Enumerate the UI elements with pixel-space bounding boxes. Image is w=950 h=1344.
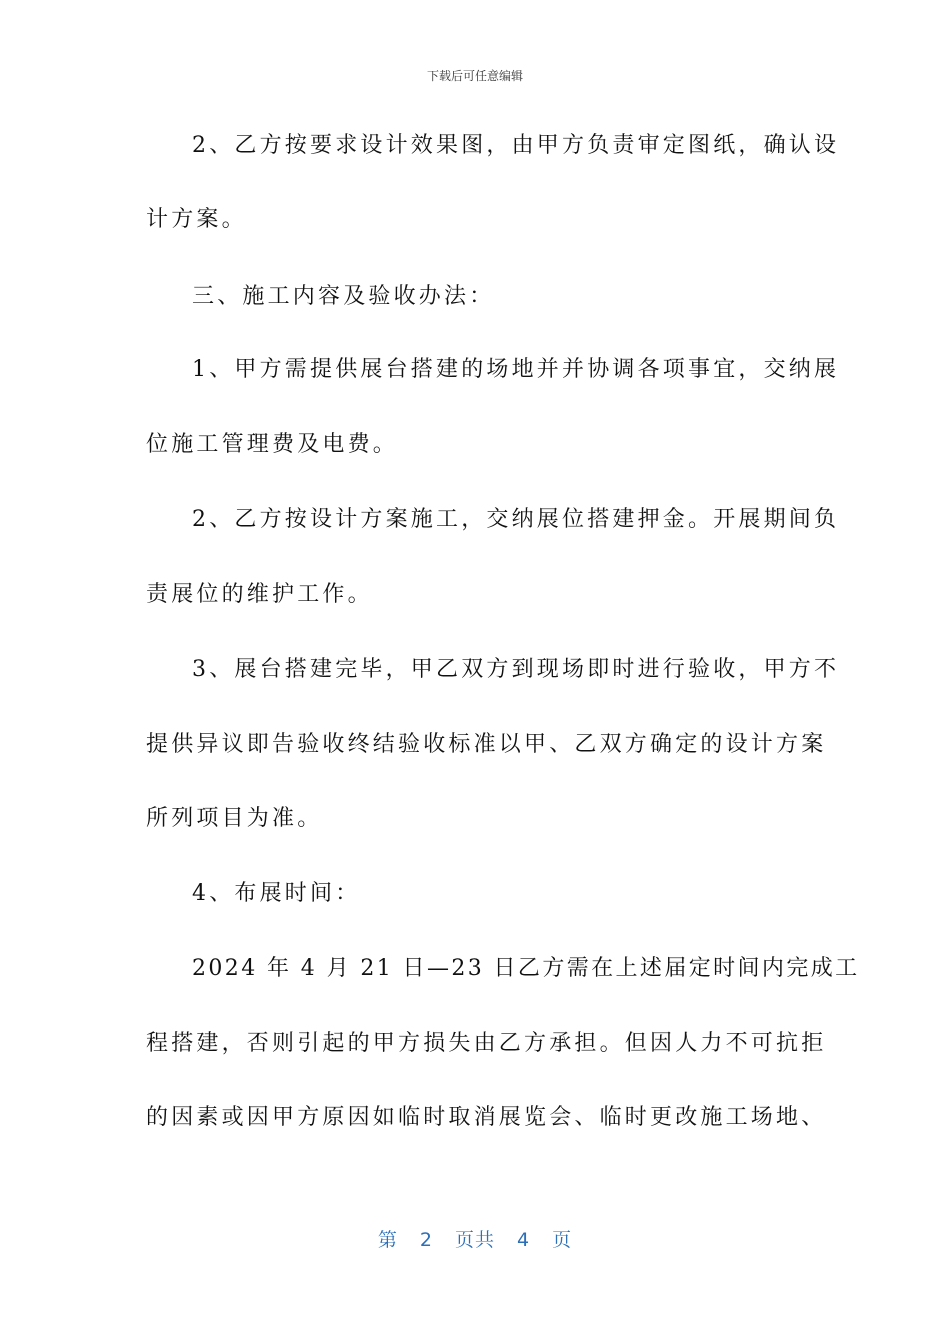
page-suffix: 页 <box>552 1229 573 1251</box>
paragraph-line: 3、展台搭建完毕，甲乙双方到现场即时进行验收，甲方不 <box>192 657 840 682</box>
paragraph-line: 程搭建，否则引起的甲方损失由乙方承担。但因人力不可抗拒 <box>146 1031 827 1056</box>
paragraph-line: 责展位的维护工作。 <box>146 582 373 607</box>
paragraph-line: 位施工管理费及电费。 <box>146 432 399 457</box>
page-footer <box>0 1225 950 1252</box>
page-total: 4 <box>517 1229 531 1251</box>
paragraph-line: 计方案。 <box>146 207 247 232</box>
paragraph-line: 4、布展时间： <box>192 881 361 906</box>
paragraph-line: 的因素或因甲方原因如临时取消展览会、临时更改施工场地、 <box>146 1105 827 1130</box>
paragraph-line: 提供异议即告验收终结验收标准以甲、乙双方确定的设计方案 <box>146 732 827 757</box>
header-note: 下载后可任意编辑 <box>426 69 523 83</box>
page-current: 2 <box>419 1229 433 1251</box>
paragraph-line: 1、甲方需提供展台搭建的场地并并协调各项事宜，交纳展 <box>192 357 840 382</box>
paragraph-line: 2、乙方按设计方案施工，交纳展位搭建押金。开展期间负 <box>192 507 840 532</box>
paragraph-line: 2024 年 4 月 21 日—23 日乙方需在上述届定时间内完成工 <box>192 956 860 981</box>
section-heading: 三、施工内容及验收办法： <box>192 284 495 309</box>
paragraph-line: 所列项目为准。 <box>146 806 323 831</box>
page-prefix: 第 <box>377 1229 398 1251</box>
paragraph-line: 2、乙方按要求设计效果图，由甲方负责审定图纸，确认设 <box>192 133 840 158</box>
page-mid: 页共 <box>454 1229 495 1251</box>
